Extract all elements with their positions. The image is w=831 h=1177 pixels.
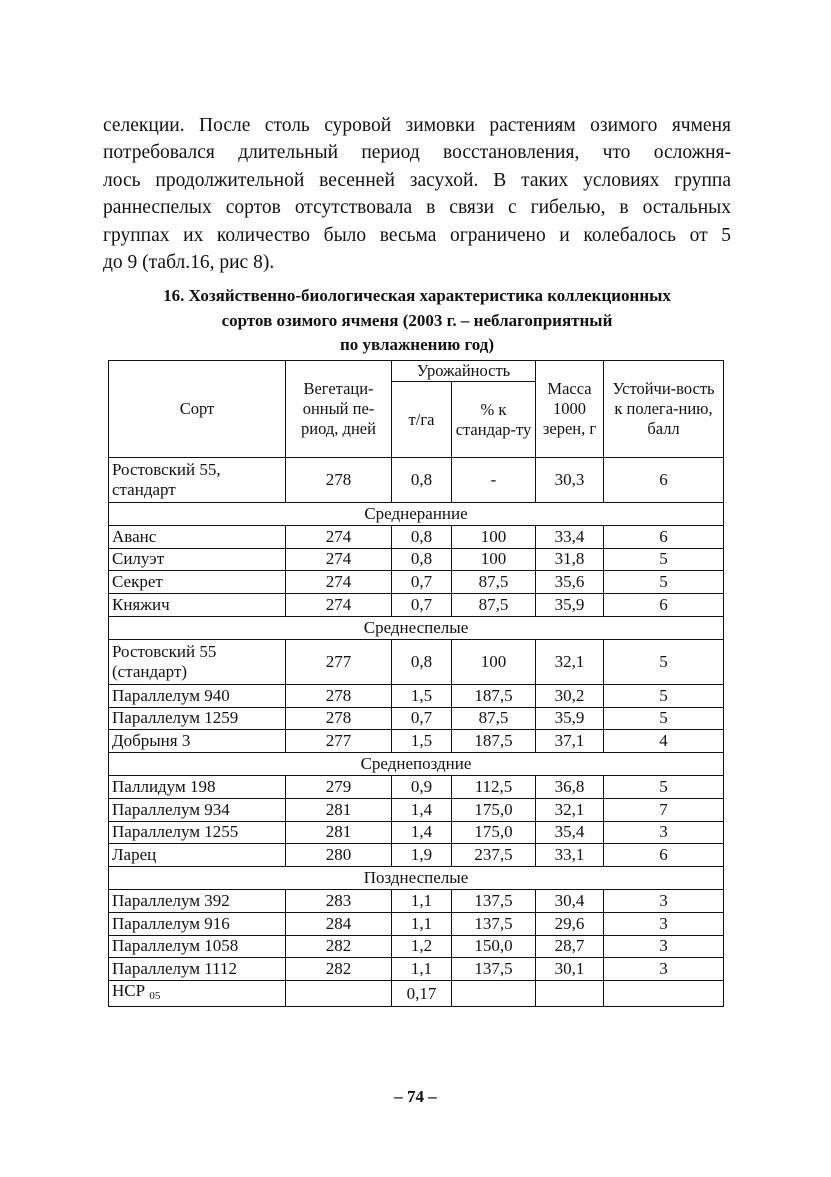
cell-tga: 1,5 (392, 730, 452, 753)
table-row (109, 798, 724, 821)
table-row (109, 935, 724, 958)
cell-sort: Параллелум 392 (109, 889, 286, 912)
group-label: Среднепоздние (109, 753, 724, 776)
cell-pct: 137,5 (452, 889, 536, 912)
cell-mass: 35,9 (536, 594, 604, 617)
cell-pct: 87,5 (452, 571, 536, 594)
caption-line: 16. Хозяйственно-биологическая характеристика коллекционных (163, 286, 671, 305)
cell-mass: 35,6 (536, 571, 604, 594)
group-label: Среднеранние (109, 503, 724, 526)
cell-mass: 33,4 (536, 525, 604, 548)
cell-mass: 30,2 (536, 684, 604, 707)
cell-veg: 278 (286, 707, 392, 730)
cell-tga: 0,9 (392, 775, 452, 798)
header-yield-pct: % к стандар-ту (452, 382, 536, 458)
paragraph-line: потребовался длительный период восстановления, что осложня- (103, 142, 731, 164)
cell-pct: 187,5 (452, 684, 536, 707)
cell-mass: 29,6 (536, 912, 604, 935)
cell-mass: 32,1 (536, 798, 604, 821)
cell-veg: 281 (286, 821, 392, 844)
table-row (109, 571, 724, 594)
cell-ust: 5 (604, 707, 724, 730)
cell-ust: 7 (604, 798, 724, 821)
cell-tga: 0,7 (392, 707, 452, 730)
group-row (109, 867, 724, 890)
cell-tga: 0,8 (392, 639, 452, 684)
cell-tga: 0,7 (392, 571, 452, 594)
ncp-label: НСР (112, 981, 146, 1001)
cell-ust: 6 (604, 458, 724, 503)
cell-veg: 280 (286, 844, 392, 867)
cell-sort: Ростовский 55 (стандарт) (109, 639, 286, 684)
cell-pct: 237,5 (452, 844, 536, 867)
cell-mass (536, 981, 604, 1007)
cell-veg: 274 (286, 548, 392, 571)
cell-veg: 274 (286, 525, 392, 548)
cell-pct (452, 981, 536, 1007)
cell-pct: 100 (452, 548, 536, 571)
cell-pct: 175,0 (452, 821, 536, 844)
cell-ust: 3 (604, 958, 724, 981)
group-row (109, 616, 724, 639)
cell-mass: 36,8 (536, 775, 604, 798)
cell-tga: 0,7 (392, 594, 452, 617)
cell-veg: 274 (286, 571, 392, 594)
cell-tga: 0,8 (392, 458, 452, 503)
cell-ust: 5 (604, 571, 724, 594)
cell-pct: 100 (452, 639, 536, 684)
cell-veg (286, 981, 392, 1007)
cell-pct: 100 (452, 525, 536, 548)
cell-sort: Параллелум 1255 (109, 821, 286, 844)
group-row (109, 753, 724, 776)
group-label: Позднеспелые (109, 867, 724, 890)
cell-pct: 150,0 (452, 935, 536, 958)
cell-pct: 137,5 (452, 958, 536, 981)
table-caption (103, 284, 731, 358)
cell-mass: 30,3 (536, 458, 604, 503)
cell-ust: 3 (604, 935, 724, 958)
table-row (109, 458, 724, 503)
cell-sort: Аванс (109, 525, 286, 548)
group-label: Среднеспелые (109, 616, 724, 639)
variety-table (108, 360, 724, 1007)
group-row (109, 503, 724, 526)
cell-mass: 32,1 (536, 639, 604, 684)
ncp-label-cell (109, 981, 286, 1007)
header-sort: Сорт (109, 361, 286, 458)
cell-veg: 283 (286, 889, 392, 912)
cell-veg: 284 (286, 912, 392, 935)
table-row (109, 912, 724, 935)
table-row (109, 639, 724, 684)
paragraph-line: группах их количество было весьма ограничено и колебалось от 5 (103, 224, 731, 246)
cell-pct: 87,5 (452, 707, 536, 730)
cell-sort: Параллелум 1058 (109, 935, 286, 958)
cell-veg: 282 (286, 958, 392, 981)
cell-mass: 33,1 (536, 844, 604, 867)
cell-sort: Секрет (109, 571, 286, 594)
cell-veg: 279 (286, 775, 392, 798)
cell-veg: 277 (286, 639, 392, 684)
cell-veg: 274 (286, 594, 392, 617)
cell-sort: Параллелум 1259 (109, 707, 286, 730)
header-mass: Масса 1000 зерен, г (536, 361, 604, 458)
cell-mass: 35,9 (536, 707, 604, 730)
paragraph-line: лось продолжительной весенней засухой. В таких условиях группа (103, 169, 731, 191)
cell-sort: Параллелум 940 (109, 684, 286, 707)
cell-tga: 1,5 (392, 684, 452, 707)
table-row (109, 525, 724, 548)
table-row (109, 548, 724, 571)
table-row (109, 958, 724, 981)
cell-veg: 278 (286, 684, 392, 707)
header-yield-tga: т/га (392, 382, 452, 458)
cell-sort: Параллелум 1112 (109, 958, 286, 981)
cell-tga: 0,8 (392, 548, 452, 571)
ncp-subscript: 05 (149, 990, 161, 1003)
page-number: – 74 – (394, 1087, 437, 1106)
caption-line: по увлажнению год) (339, 335, 495, 354)
cell-sort: Силуэт (109, 548, 286, 571)
cell-tga: 1,4 (392, 821, 452, 844)
cell-pct: 112,5 (452, 775, 536, 798)
cell-pct: - (452, 458, 536, 503)
cell-pct: 87,5 (452, 594, 536, 617)
cell-tga: 0,8 (392, 525, 452, 548)
cell-tga: 1,9 (392, 844, 452, 867)
cell-mass: 28,7 (536, 935, 604, 958)
cell-veg: 277 (286, 730, 392, 753)
cell-pct: 175,0 (452, 798, 536, 821)
table-row (109, 730, 724, 753)
table-row (109, 594, 724, 617)
cell-ust: 6 (604, 844, 724, 867)
cell-ust (604, 981, 724, 1007)
cell-pct: 137,5 (452, 912, 536, 935)
cell-veg: 281 (286, 798, 392, 821)
cell-ust: 6 (604, 594, 724, 617)
cell-ust: 5 (604, 548, 724, 571)
cell-mass: 30,4 (536, 889, 604, 912)
cell-sort: Ларец (109, 844, 286, 867)
header-resistance: Устойчи-вость к полега-нию, балл (604, 361, 724, 458)
cell-sort: Ростовский 55, стандарт (109, 458, 286, 503)
cell-sort: Княжич (109, 594, 286, 617)
cell-mass: 31,8 (536, 548, 604, 571)
paragraph-line: до 9 (табл.16, рис 8). (103, 252, 275, 274)
cell-ust: 3 (604, 889, 724, 912)
table-row (109, 844, 724, 867)
cell-veg: 278 (286, 458, 392, 503)
cell-mass: 37,1 (536, 730, 604, 753)
cell-tga: 1,1 (392, 958, 452, 981)
body-paragraph (103, 112, 731, 276)
cell-ust: 3 (604, 821, 724, 844)
cell-sort: Паллидум 198 (109, 775, 286, 798)
cell-ust: 3 (604, 912, 724, 935)
cell-tga: 1,1 (392, 889, 452, 912)
cell-sort: Добрыня 3 (109, 730, 286, 753)
cell-tga: 0,17 (392, 981, 452, 1007)
cell-mass: 30,1 (536, 958, 604, 981)
cell-tga: 1,4 (392, 798, 452, 821)
cell-sort: Параллелум 934 (109, 798, 286, 821)
caption-line: сортов озимого ячменя (2003 г. – неблагоприятный (221, 310, 613, 330)
cell-mass: 35,4 (536, 821, 604, 844)
cell-tga: 1,1 (392, 912, 452, 935)
header-vegetation: Вегетаци-онный пе-риод, дней (286, 361, 392, 458)
table-row (109, 889, 724, 912)
cell-ust: 4 (604, 730, 724, 753)
header-yield: Урожайность (392, 361, 536, 382)
cell-pct: 187,5 (452, 730, 536, 753)
table-row (109, 707, 724, 730)
cell-ust: 5 (604, 775, 724, 798)
cell-tga: 1,2 (392, 935, 452, 958)
cell-ust: 6 (604, 525, 724, 548)
table-row (109, 684, 724, 707)
paragraph-line: селекции. После столь суровой зимовки растениям озимого ячменя (103, 115, 731, 136)
ncp-row (109, 981, 724, 1007)
cell-ust: 5 (604, 684, 724, 707)
table-row (109, 775, 724, 798)
paragraph-line: раннеспелых сортов отсутствовала в связи с гибелью, в остальных (103, 197, 731, 219)
cell-ust: 5 (604, 639, 724, 684)
cell-sort: Параллелум 916 (109, 912, 286, 935)
table-row (109, 821, 724, 844)
cell-veg: 282 (286, 935, 392, 958)
